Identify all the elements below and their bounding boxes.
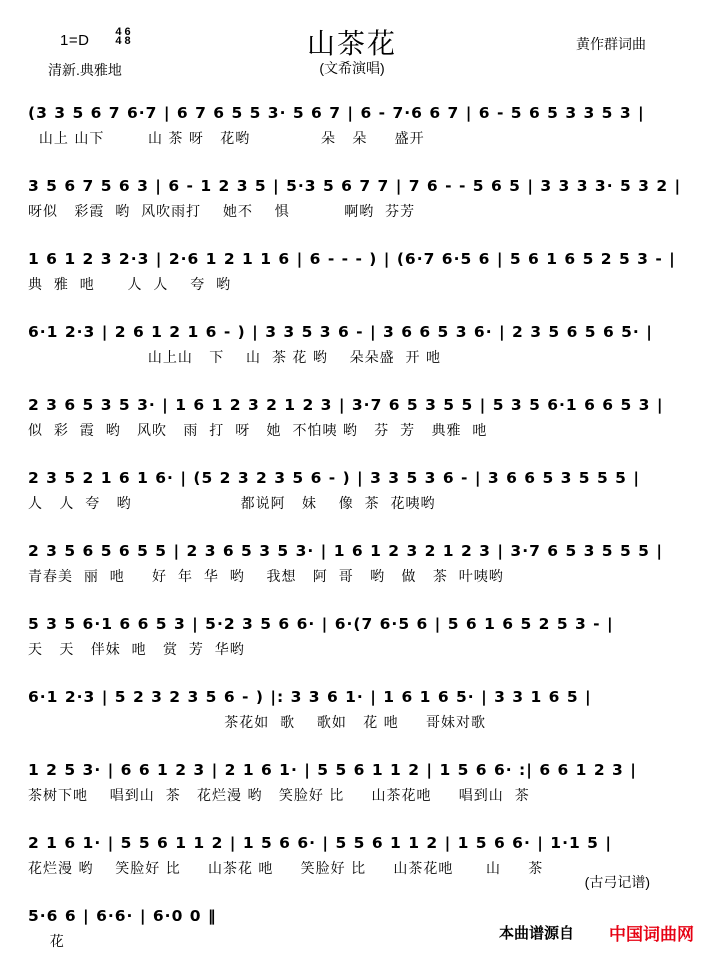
note-line: 6·1 2·3 | 2 6 1 2 1 6 - ) | 3 3 5 3 6 - | 3 6 6 5 3 6· | 2 3 5 6 5 6 5· | — [28, 323, 653, 341]
score-row — [28, 749, 668, 822]
lyric-line: 典 雅 吔 人 人 夸 哟 — [28, 277, 232, 293]
note-line: 2 3 5 2 1 6 1 6· | (5 2 3 2 3 5 6 - ) | 3 3 5 3 6 - | 3 6 6 5 3 5 5 5 | — [28, 469, 641, 487]
lyric-line: 人 人 夸 哟 都说阿 妹 像 茶 花咦哟 — [28, 496, 436, 512]
note-line: 1 6 1 2 3 2·3 | 2·6 1 2 1 1 6 | 6 - - - ) | (6·7 6·5 6 | 5 6 1 6 5 2 5 3 - | — [28, 250, 676, 268]
note-line: 1 2 5 3· | 6 6 1 2 3 | 2 1 6 1· | 5 5 6 1 1 2 | 1 5 6 6· :| 6 6 1 2 3 | — [28, 761, 637, 779]
score-row — [28, 457, 668, 530]
source-label: 本曲谱源自 — [498, 925, 574, 942]
note-line: 3 5 6 7 5 6 3 | 6 - 1 2 3 5 | 5·3 5 6 7 7 | 7 6 - - 5 6 5 | 3 3 3 3· 5 3 2 | — [28, 177, 682, 195]
lyric-line: 茶树下吔 唱到山 茶 花烂漫 哟 笑脸好 比 山茶花吔 唱到山 茶 — [28, 788, 530, 804]
score-row — [28, 311, 668, 384]
lyric-line: 花烂漫 哟 笑脸好 比 山茶花 吔 笑脸好 比 山茶花吔 山 茶 — [28, 861, 544, 877]
expression-mark: 清新.典雅地 — [48, 62, 122, 78]
source-footer — [0, 918, 704, 946]
lyric-line: 花 — [28, 934, 65, 950]
site-brand-link[interactable]: 中国词曲网 — [609, 925, 694, 944]
lyric-line: 似 彩 霞 哟 风吹 雨 打 呀 她 不怕咦 哟 芬 芳 典雅 吔 — [28, 423, 488, 439]
note-line: 6·1 2·3 | 5 2 3 2 3 5 6 - ) |: 3 3 6 1· | 1 6 1 6 5· | 3 3 1 6 5 | — [28, 688, 592, 706]
lyric-line: 茶花如 歌 歌如 花 吔 哥妹对歌 — [28, 715, 486, 731]
lyric-line: 山上山 下 山 茶 花 哟 朵朵盛 开 吔 — [28, 350, 442, 366]
note-line: 2 3 5 6 5 6 5 5 | 2 3 6 5 3 5 3· | 1 6 1 2 3 2 1 2 3 | 3·7 6 5 3 5 5 5 | — [28, 542, 664, 560]
lyric-line: 天 天 伴妹 吔 赏 芳 华哟 — [28, 642, 245, 658]
note-line: 5 3 5 6·1 6 6 5 3 | 5·2 3 5 6 6· | 6·(7 6·5 6 | 5 6 1 6 5 2 5 3 - | — [28, 615, 614, 633]
score-row — [28, 384, 668, 457]
composer-credit: 黄作群词曲 — [576, 36, 646, 52]
transcriber-note: (古弓记谱) — [584, 874, 650, 890]
note-line: (3 3 5 6 7 6·7 | 6 7 6 5 5 3· 5 6 7 | 6 - 7·6 6 7 | 6 - 5 6 5 3 3 5 3 | — [28, 104, 645, 122]
score-row — [28, 238, 676, 311]
performer-note: (文希演唱) — [319, 60, 385, 76]
song-title: 山茶花 — [306, 28, 397, 59]
score-row — [28, 676, 668, 749]
key-signature: 1=D — [60, 32, 90, 49]
score-row — [28, 92, 668, 165]
lyric-line: 山上 山下 山 茶 呀 花哟 朵 朵 盛开 — [28, 131, 425, 147]
lyric-line: 呀似 彩霞 哟 风吹雨打 她不 惧 啊哟 芬芳 — [28, 204, 416, 220]
score-header — [0, 0, 704, 90]
meter-bottom: 4 8 — [115, 35, 131, 47]
score-row — [28, 165, 682, 238]
note-line: 5·6 6 | 6·6· | 6·0 0 ‖ — [28, 907, 217, 925]
lyric-line: 青春美 丽 吔 好 年 华 哟 我想 阿 哥 哟 做 茶 叶咦哟 — [28, 569, 504, 585]
score-row — [28, 530, 668, 603]
score-row — [28, 603, 668, 676]
score-body — [28, 92, 682, 968]
meter-top: 4 6 — [115, 26, 131, 38]
note-line: 2 3 6 5 3 5 3· | 1 6 1 2 3 2 1 2 3 | 3·7 6 5 3 5 5 | 5 3 5 6·1 6 6 5 3 | — [28, 396, 664, 414]
score-row — [28, 822, 668, 895]
note-line: 2 1 6 1· | 5 5 6 1 1 2 | 1 5 6 6· | 5 5 6 1 1 2 | 1 5 6 6· | 1·1 5 | — [28, 834, 612, 852]
